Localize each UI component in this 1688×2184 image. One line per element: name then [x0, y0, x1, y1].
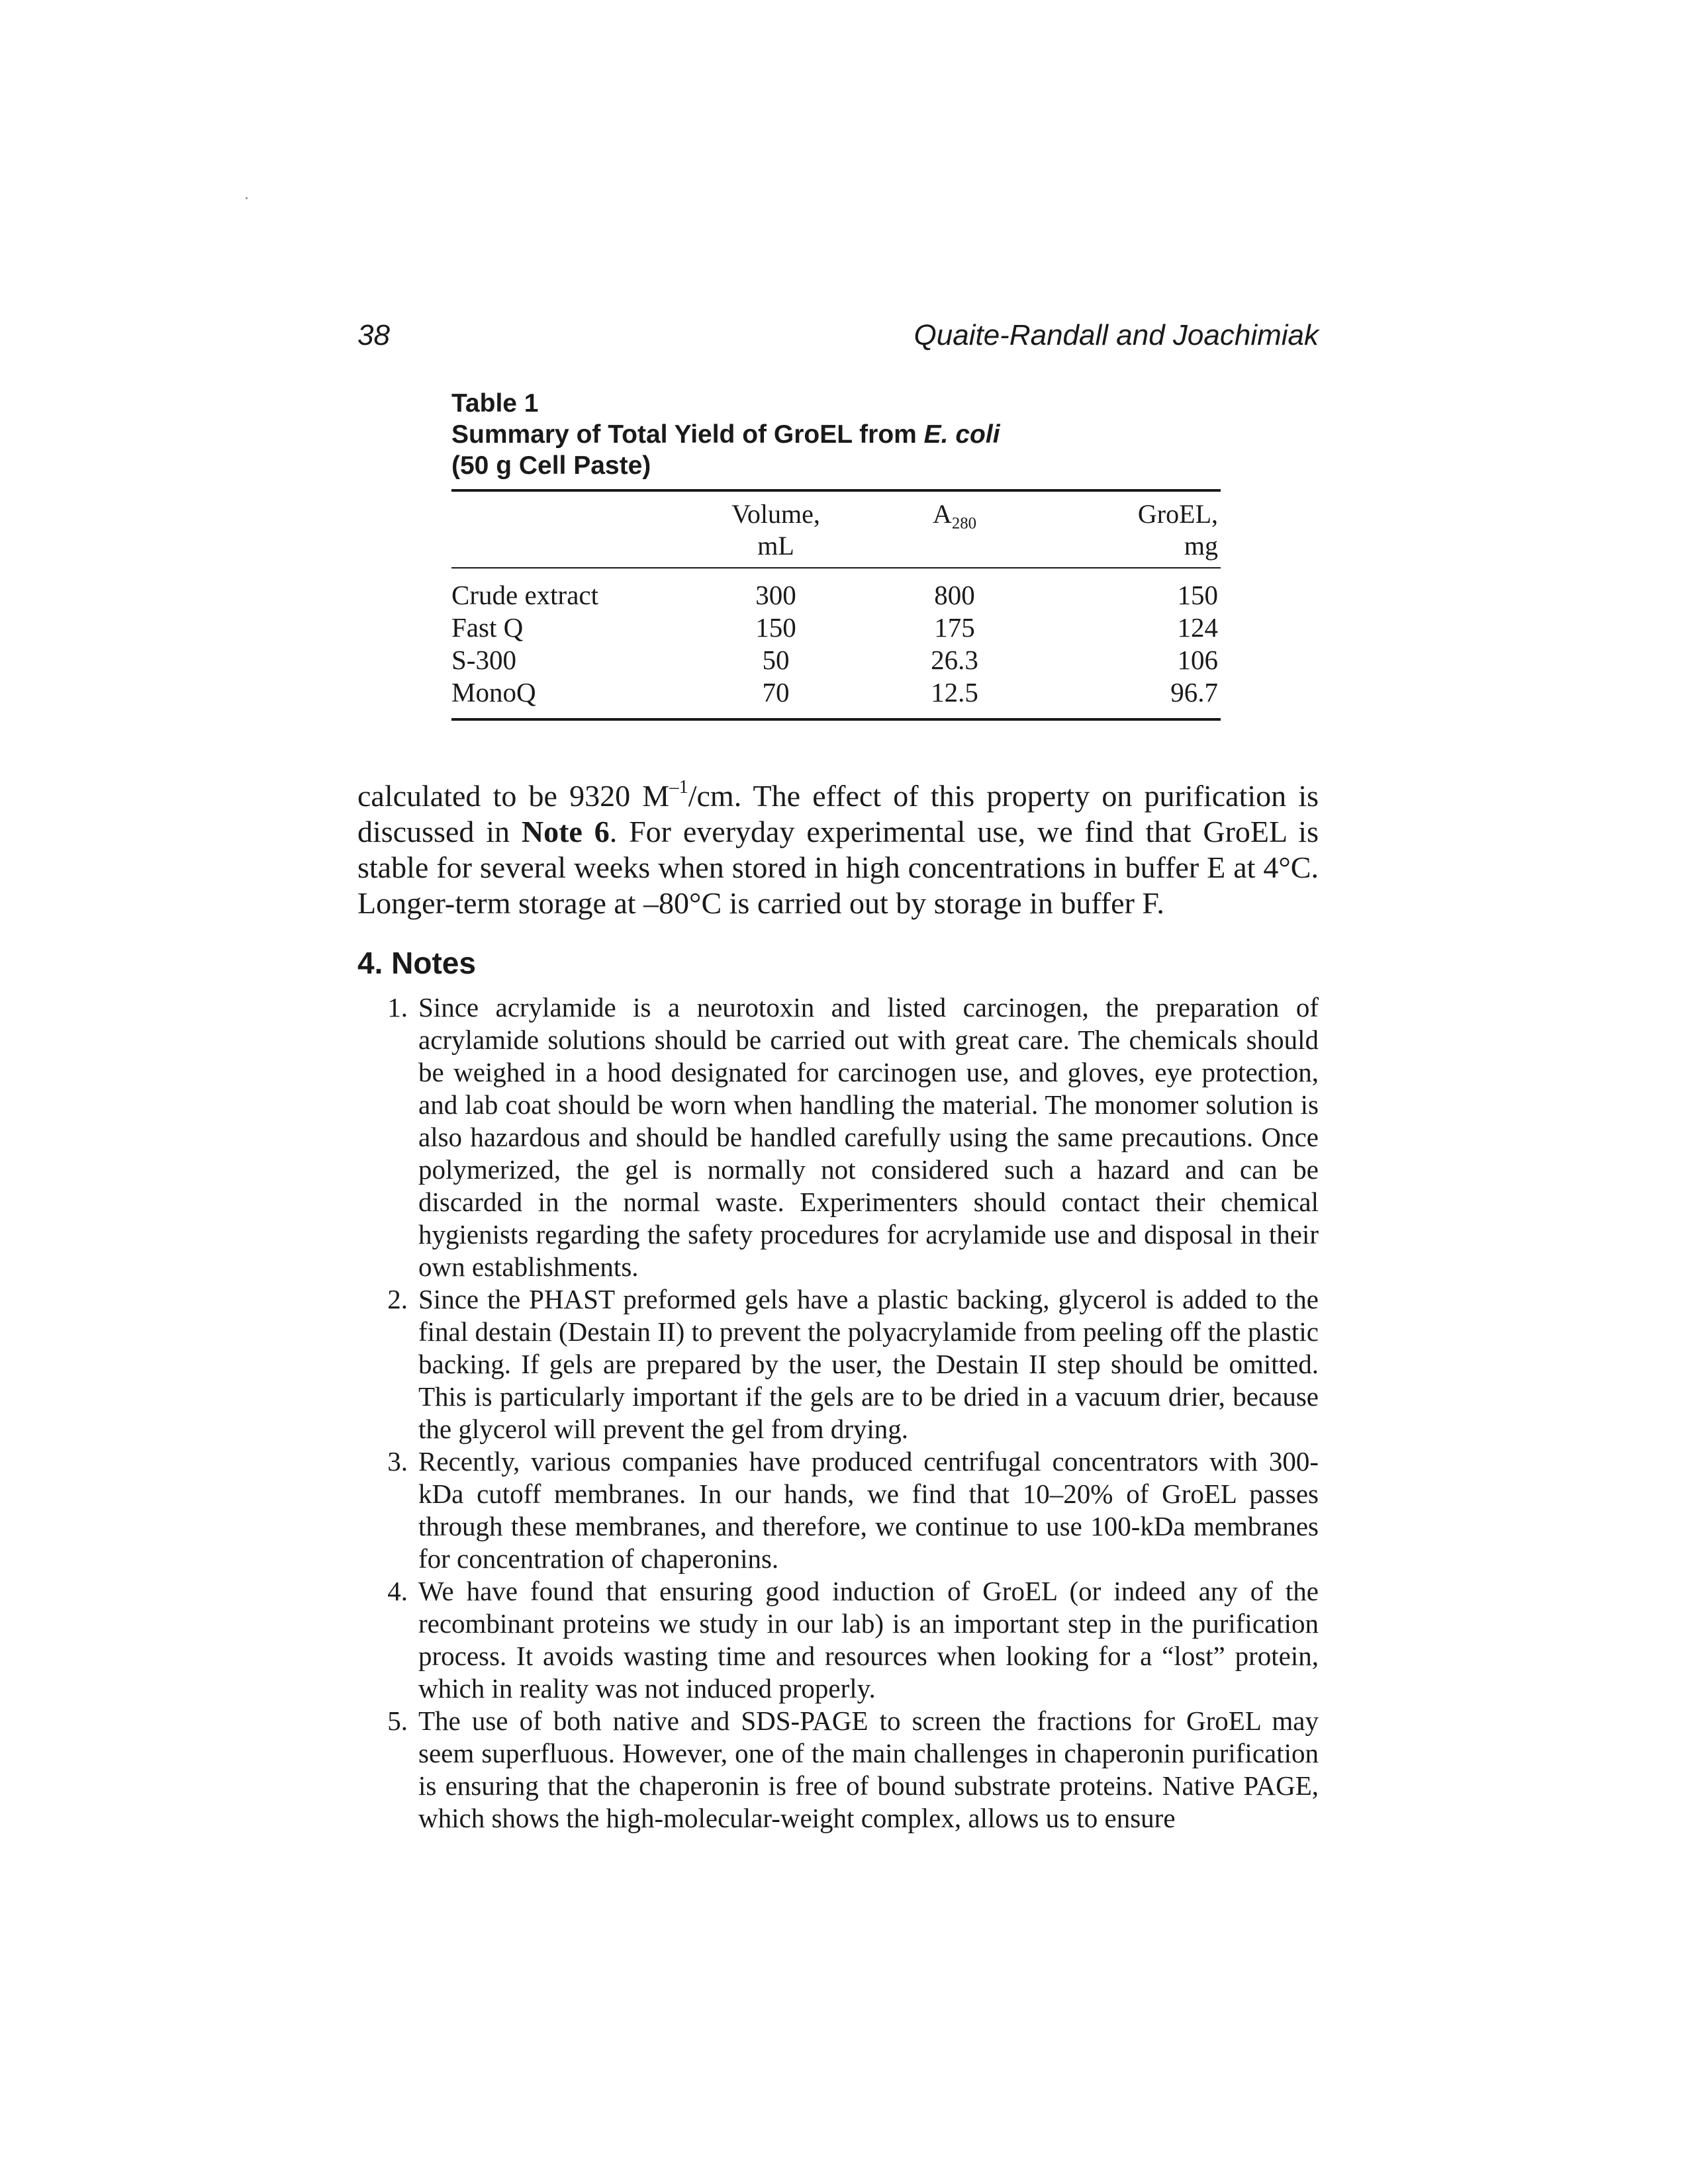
table-label: Table 1 — [451, 389, 539, 418]
paragraph-superscript: –1 — [669, 777, 688, 798]
cell-a280: 26.3 — [931, 645, 978, 675]
column-header-volume-line2: mL — [757, 531, 794, 561]
cell-groel: 124 — [1177, 612, 1218, 643]
column-header-groel — [1138, 498, 1218, 562]
note-item — [357, 1705, 1319, 1835]
yield-table — [451, 388, 1221, 721]
running-head: Quaite-Randall and Joachimiak — [914, 319, 1319, 351]
table-caption — [451, 388, 1221, 481]
column-header-a280-sub: 280 — [951, 514, 977, 533]
table-title — [451, 419, 1221, 450]
table-row — [451, 644, 1221, 676]
column-header-a280 — [902, 498, 1008, 533]
cell-a280: 12.5 — [931, 677, 978, 707]
row-label: Fast Q — [451, 612, 524, 643]
table-column-headers — [451, 492, 1221, 567]
cell-volume: 70 — [762, 677, 790, 707]
column-header-groel-line1: GroEL, — [1137, 499, 1218, 529]
row-label: Crude extract — [451, 580, 598, 610]
paragraph-part3: . For everyday experimental use, we find that GroEL is stable for several weeks when stored in high concentrations in buffer E at 4°C. Longer-term storage at –80°C is carried out by storage in buffer F. — [357, 815, 1319, 920]
table-title-organism: E. coli — [923, 420, 1000, 449]
note-number: 4. — [387, 1576, 408, 1606]
table-row — [451, 676, 1221, 709]
note-item — [357, 1575, 1319, 1705]
page-number: 38 — [357, 319, 390, 351]
paragraph-part2: /cm. The effect of this property on purification is discussed in — [357, 779, 1319, 848]
body-paragraph — [357, 778, 1319, 921]
column-header-groel-line2: mg — [1184, 531, 1218, 561]
cell-a280: 175 — [934, 612, 975, 643]
notes-heading: 4. Notes — [357, 946, 476, 980]
cell-volume: 300 — [755, 580, 796, 610]
table-title-line2: (50 g Cell Paste) — [451, 451, 651, 480]
column-header-a280-main: A — [932, 499, 952, 529]
cell-groel: 96.7 — [1170, 677, 1218, 707]
table-body — [451, 569, 1221, 718]
row-label: MonoQ — [451, 677, 536, 707]
note-item — [357, 991, 1319, 1283]
note-number: 2. — [387, 1284, 408, 1314]
notes-list — [357, 991, 1319, 1835]
note-text: The use of both native and SDS-PAGE to screen the fractions for GroEL may seem superfluous. However, one of the main challenges in chaperonin purification is ensuring that the chaperonin is free of bound substrate proteins. Native PAGE, which shows the high-molecular-weight complex, allows us to ensure — [418, 1706, 1319, 1833]
note-reference: Note 6 — [521, 815, 610, 848]
note-text: We have found that ensuring good induction of GroEL (or indeed any of the recombinant proteins we study in our lab) is an important step in the purification process. It avoids wasting time and resources when looking for a “lost” protein, which in reality was not induced properly. — [418, 1576, 1319, 1704]
cell-volume: 50 — [762, 645, 790, 675]
page-header — [357, 319, 1319, 359]
table-row — [451, 612, 1221, 644]
note-number: 1. — [387, 992, 408, 1023]
note-text: Since acrylamide is a neurotoxin and listed carcinogen, the preparation of acrylamide solutions should be carried out with great care. The chemicals should be weighed in a hood designated for carcinogen use, and gloves, eye protection, and lab coat should be worn when handling the material. The monomer solution is also hazardous and should be handled carefully using the same precautions. Once polymerized, the gel is normally not considered such a hazard and can be discarded in the normal waste. Experimenters should contact their chemical hygienists regarding the safety procedures for acrylamide use and disposal in their own establishments. — [418, 992, 1319, 1282]
cell-groel: 106 — [1177, 645, 1218, 675]
table-row — [451, 579, 1221, 612]
column-header-volume-line1: Volume, — [731, 499, 820, 529]
note-item — [357, 1283, 1319, 1445]
note-item — [357, 1445, 1319, 1575]
column-header-volume — [723, 498, 829, 562]
cell-a280: 800 — [934, 580, 975, 610]
paragraph-text — [357, 778, 1319, 921]
row-label: S-300 — [451, 645, 516, 675]
table-bottom-rule — [451, 718, 1221, 721]
cell-volume: 150 — [755, 612, 796, 643]
paragraph-part1: calculated to be 9320 M — [357, 779, 670, 813]
note-number: 3. — [387, 1446, 408, 1477]
note-number: 5. — [387, 1706, 408, 1736]
cell-groel: 150 — [1177, 580, 1218, 610]
note-text: Recently, various companies have produced centrifugal concentrators with 300-kDa cutoff membranes. In our hands, we find that 10–20% of GroEL passes through these membranes, and therefore, we continue to use 100-kDa membranes for concentration of chaperonins. — [418, 1446, 1319, 1574]
note-text: Since the PHAST preformed gels have a plastic backing, glycerol is added to the final destain (Destain II) to prevent the polyacrylamide from peeling off the plastic backing. If gels are prepared by the user, the Destain II step should be omitted. This is particularly important if the gels are to be dried in a vacuum drier, because the glycerol will prevent the gel from drying. — [418, 1284, 1319, 1444]
stray-dot — [246, 197, 248, 199]
table-title-text: Summary of Total Yield of GroEL from — [451, 420, 924, 449]
